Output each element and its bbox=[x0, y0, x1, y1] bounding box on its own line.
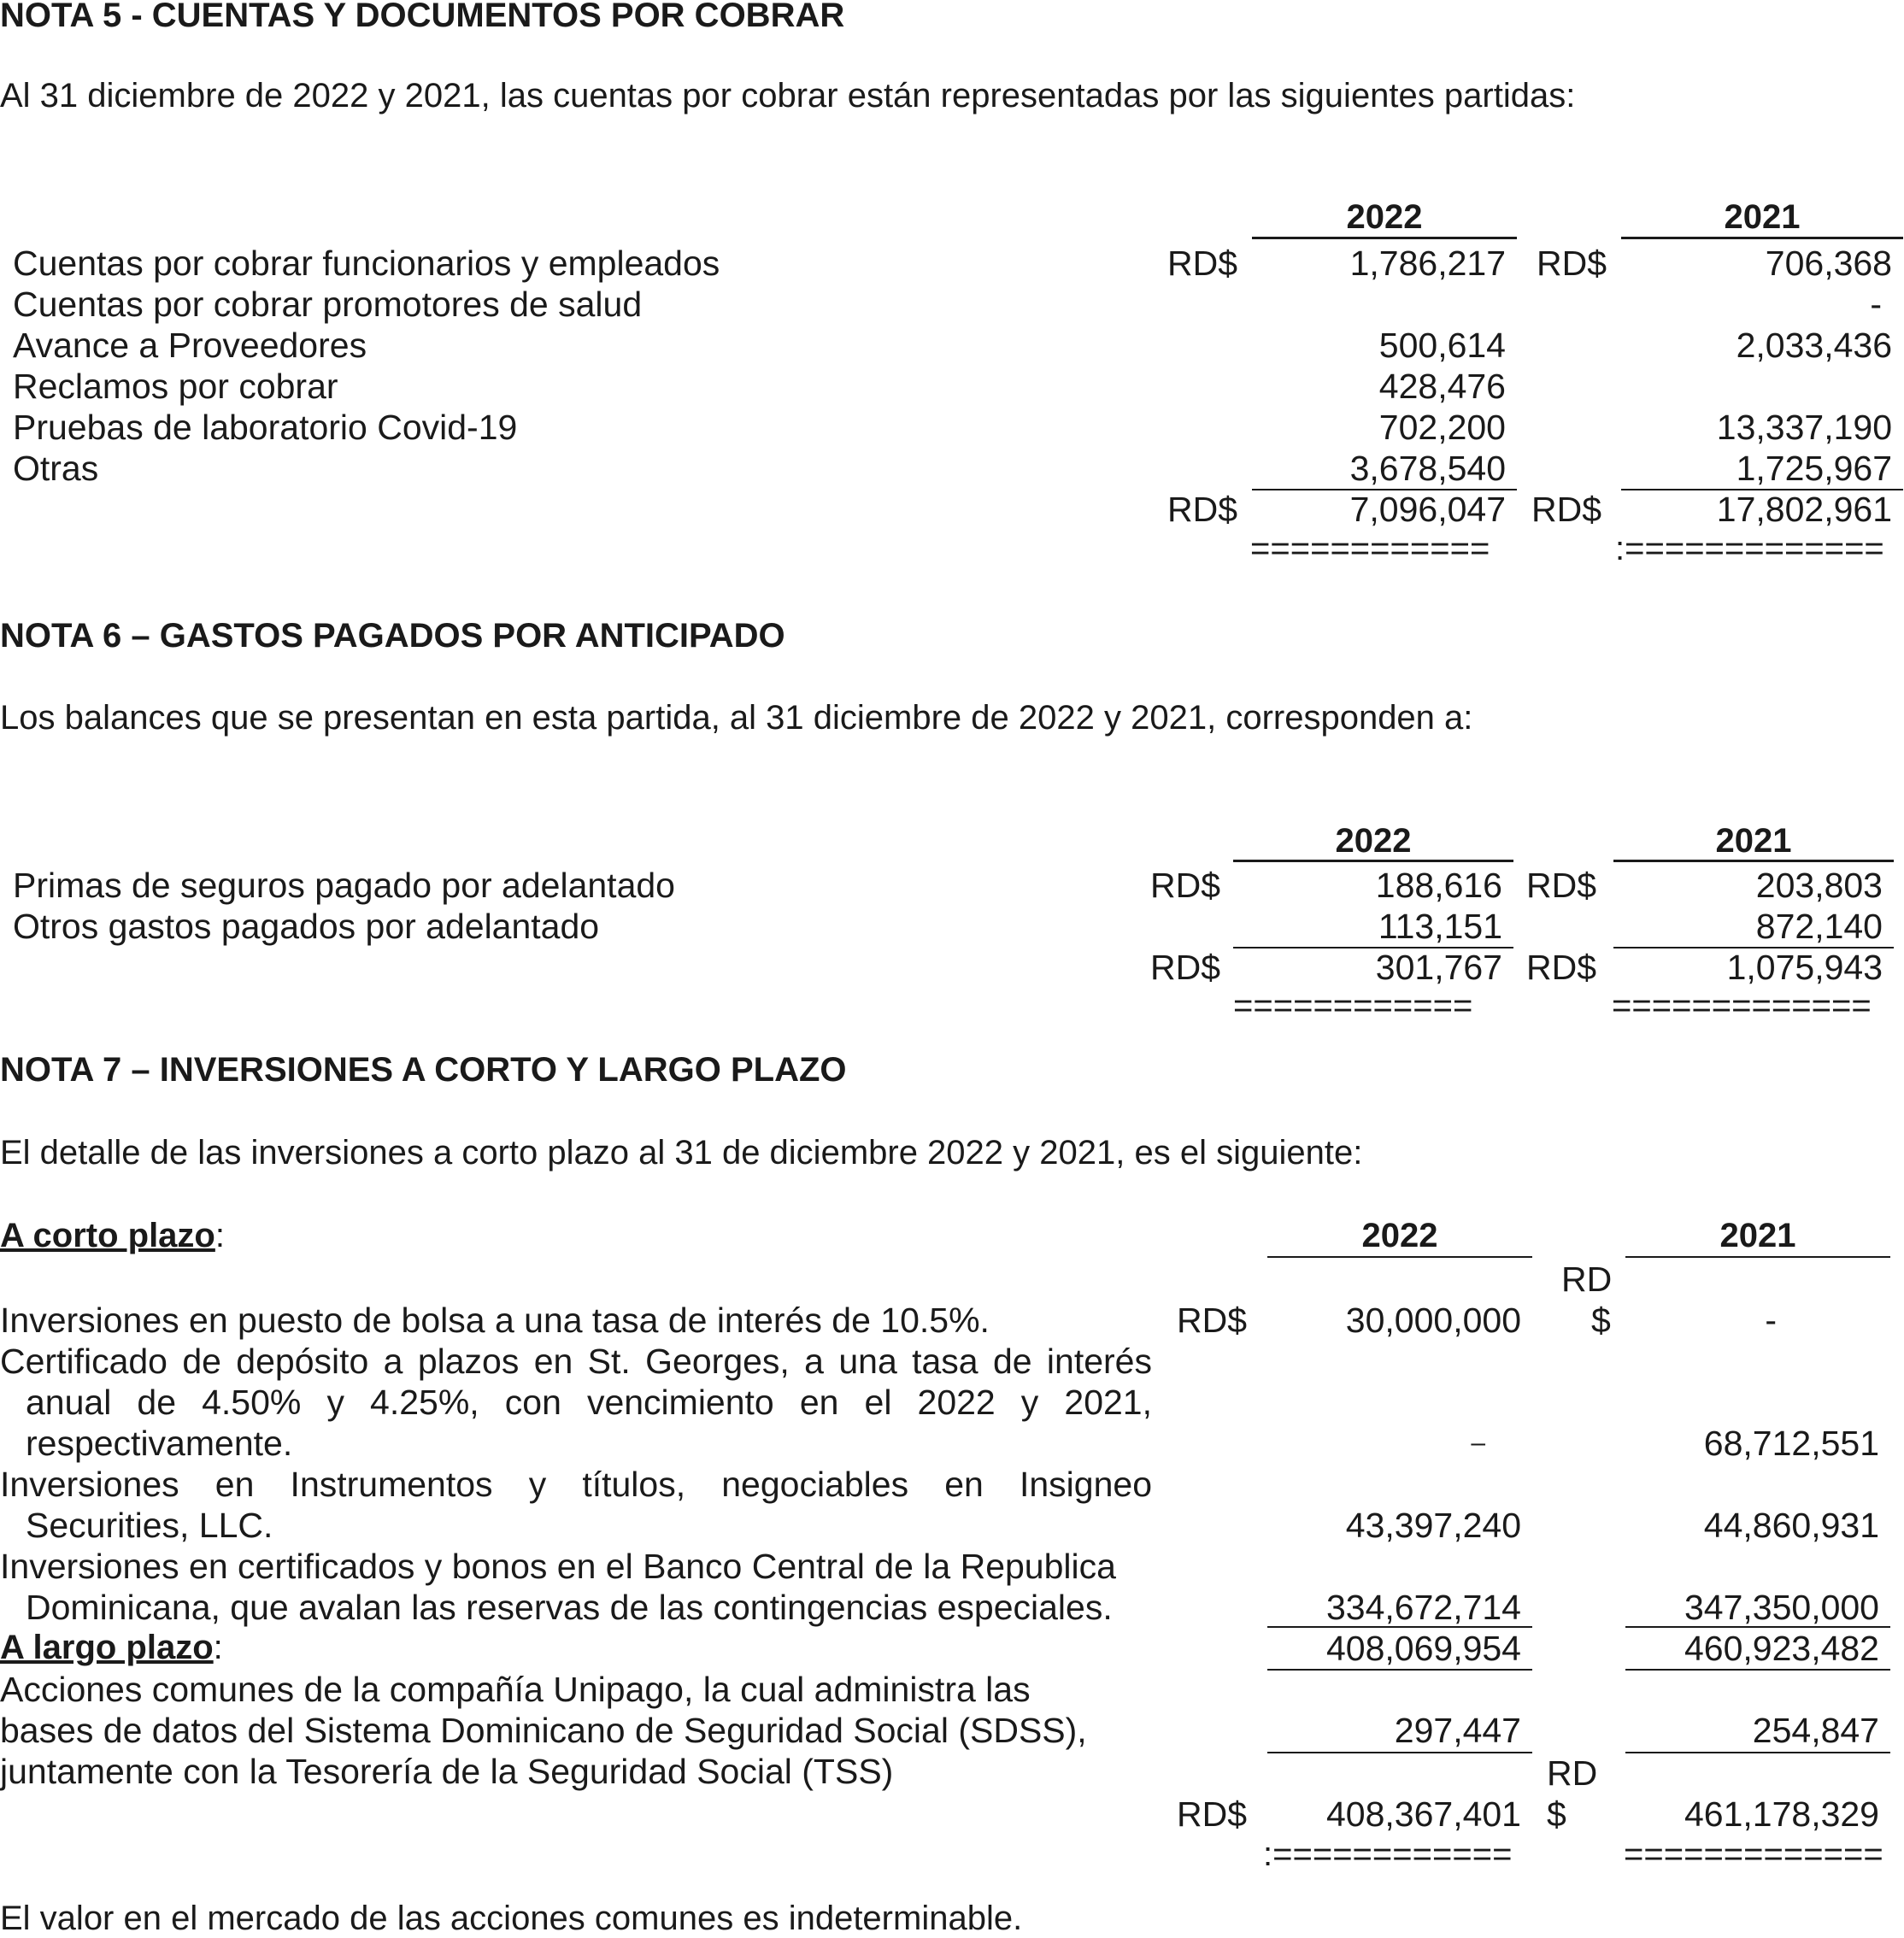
note5-row-value-2021: 13,337,190 bbox=[1716, 408, 1892, 447]
note7-row-label-line: Inversiones en Instrumentos y títulos, negociables en Insigneo bbox=[0, 1465, 1152, 1504]
note5-total-2021: 17,802,961 bbox=[1716, 490, 1892, 529]
note7-subtotal-line-2022 bbox=[1267, 1626, 1532, 1628]
note7-row-value-2021: 44,860,931 bbox=[1703, 1506, 1879, 1545]
note5-row-value-2022: 1,786,217 bbox=[1349, 244, 1506, 283]
note6-row-label: Primas de seguros pagado por adelantado bbox=[13, 866, 675, 905]
note6-total-currency: RD$ bbox=[1150, 948, 1221, 987]
note6-double-rule-2021: ============= bbox=[1612, 987, 1872, 1025]
note7-double-rule-2022: :============ bbox=[1263, 1835, 1513, 1873]
note5-row-label: Cuentas por cobrar funcionarios y empleados bbox=[13, 244, 720, 283]
note7-long-term-heading bbox=[0, 1629, 223, 1667]
note7-row-label-line: Acciones comunes de la compañía Unipago, la cual administra las bbox=[0, 1670, 1031, 1709]
note7-row-value-2021: - bbox=[1765, 1301, 1777, 1340]
note7-total-2022: 408,367,401 bbox=[1325, 1794, 1521, 1834]
note7-currency-split-bottom: $ bbox=[1591, 1301, 1611, 1340]
note7-row-value-2021: 347,350,000 bbox=[1684, 1588, 1879, 1627]
note5-row-value-2021: 706,368 bbox=[1765, 244, 1892, 283]
note7-long-term-label: A largo plazo bbox=[0, 1629, 214, 1666]
note5-row-label: Avance a Proveedores bbox=[13, 326, 367, 365]
note6-currency: RD$ bbox=[1150, 866, 1221, 905]
note7-double-rule-2021: ============= bbox=[1624, 1835, 1883, 1873]
note5-row-label: Otras bbox=[13, 449, 99, 488]
note7-row-value-2022: 334,672,714 bbox=[1325, 1588, 1521, 1627]
note6-total-2022: 301,767 bbox=[1375, 948, 1502, 987]
note7-total-line-2021 bbox=[1625, 1752, 1890, 1753]
note5-year-2021: 2021 bbox=[1724, 198, 1801, 236]
note7-row-label-line: juntamente con la Tesorería de la Seguridad Social (TSS) bbox=[0, 1752, 894, 1791]
note5-row-value-2021: - bbox=[1870, 285, 1882, 324]
note6-total-2021: 1,075,943 bbox=[1726, 948, 1883, 987]
note6-row-value-2021: 203,803 bbox=[1755, 866, 1883, 905]
note6-year-2021: 2021 bbox=[1715, 822, 1792, 860]
note7-year-underline-2022 bbox=[1267, 1256, 1532, 1258]
note5-total-currency: RD$ bbox=[1531, 490, 1602, 529]
note7-row-label-line: Dominicana, que avalan las reservas de las contingencias especiales. bbox=[26, 1588, 1113, 1627]
note5-row-value-2022: 702,200 bbox=[1378, 408, 1506, 447]
note7-row-label-line: anual de 4.50% y 4.25%, con vencimiento en el 2022 y 2021, bbox=[26, 1383, 1152, 1422]
note5-row-label: Pruebas de laboratorio Covid-19 bbox=[13, 408, 518, 447]
note7-colon: : bbox=[213, 1629, 223, 1666]
note7-row-value-2022: 30,000,000 bbox=[1345, 1301, 1521, 1340]
note6-currency: RD$ bbox=[1526, 866, 1597, 905]
note6-row-value-2022: 188,616 bbox=[1375, 866, 1502, 905]
note7-total-2021: 461,178,329 bbox=[1684, 1794, 1879, 1834]
note6-year-2022: 2022 bbox=[1335, 822, 1412, 860]
note5-double-rule-2021: :============= bbox=[1615, 530, 1884, 567]
note5-total-2022: 7,096,047 bbox=[1349, 490, 1506, 529]
note7-year-underline-2021 bbox=[1625, 1256, 1890, 1258]
note6-heading: NOTA 6 – GASTOS PAGADOS POR ANTICIPADO bbox=[0, 617, 785, 655]
note7-subtotal-2022: 408,069,954 bbox=[1325, 1629, 1521, 1668]
note7-row-label-line: respectivamente. bbox=[26, 1424, 293, 1463]
note7-row-label-line: bases de datos del Sistema Dominicano de Seguridad Social (SDSS), bbox=[0, 1711, 1087, 1750]
note7-year-2021: 2021 bbox=[1719, 1217, 1796, 1254]
note5-intro: Al 31 diciembre de 2022 y 2021, las cuentas por cobrar están representadas por las siguientes partidas: bbox=[0, 77, 1576, 115]
note6-row-value-2021: 872,140 bbox=[1755, 907, 1883, 946]
note7-intro: El detalle de las inversiones a corto plazo al 31 de diciembre 2022 y 2021, es el siguiente: bbox=[0, 1134, 1363, 1172]
note7-row-label: Inversiones en puesto de bolsa a una tasa de interés de 10.5%. bbox=[0, 1301, 990, 1340]
note6-row-label: Otros gastos pagados por adelantado bbox=[13, 907, 600, 946]
note5-row-value-2022: 500,614 bbox=[1378, 326, 1506, 365]
note5-row-value-2021: 2,033,436 bbox=[1736, 326, 1892, 365]
note5-heading: NOTA 5 - CUENTAS Y DOCUMENTOS POR COBRAR bbox=[0, 0, 845, 34]
note5-year-underline-2021 bbox=[1621, 237, 1903, 239]
note7-subtotal-2021: 460,923,482 bbox=[1684, 1629, 1879, 1668]
note5-double-rule-2022: ============ bbox=[1250, 530, 1490, 567]
note7-colon: : bbox=[214, 1217, 225, 1254]
note7-row-value-2022: 297,447 bbox=[1394, 1711, 1521, 1750]
note7-subtotal-underline-2021 bbox=[1625, 1669, 1890, 1671]
note7-currency-split-bottom: $ bbox=[1547, 1794, 1566, 1834]
note6-year-underline-2022 bbox=[1233, 860, 1513, 862]
note7-row-value-2022: – bbox=[1471, 1429, 1485, 1457]
note7-total-line-2022 bbox=[1267, 1752, 1532, 1753]
note5-row-label: Reclamos por cobrar bbox=[13, 367, 338, 406]
note6-row-value-2022: 113,151 bbox=[1378, 907, 1502, 946]
note7-subtotal-line-2021 bbox=[1625, 1626, 1890, 1628]
note7-total-currency: RD$ bbox=[1177, 1794, 1248, 1834]
note7-short-term-heading bbox=[0, 1217, 225, 1255]
note7-row-label-line: Certificado de depósito a plazos en St. Georges, a una tasa de interés bbox=[0, 1342, 1152, 1381]
note7-row-label-line: Securities, LLC. bbox=[26, 1506, 273, 1545]
note5-currency: RD$ bbox=[1167, 244, 1238, 283]
note7-year-2022: 2022 bbox=[1361, 1217, 1438, 1254]
note7-subtotal-underline-2022 bbox=[1267, 1669, 1532, 1671]
note5-row-label: Cuentas por cobrar promotores de salud bbox=[13, 285, 643, 324]
note7-heading: NOTA 7 – INVERSIONES A CORTO Y LARGO PLAZO bbox=[0, 1051, 847, 1089]
note7-currency-split-top: RD bbox=[1547, 1753, 1598, 1793]
note7-row-value-2021: 254,847 bbox=[1752, 1711, 1879, 1750]
note6-year-underline-2021 bbox=[1613, 860, 1894, 862]
note6-intro: Los balances que se presentan en esta partida, al 31 diciembre de 2022 y 2021, corresponden a: bbox=[0, 699, 1473, 737]
note5-row-value-2022: 3,678,540 bbox=[1349, 449, 1506, 488]
note7-row-value-2021: 68,712,551 bbox=[1703, 1424, 1879, 1463]
note5-row-value-2022: 428,476 bbox=[1378, 367, 1506, 406]
note5-currency: RD$ bbox=[1537, 244, 1607, 283]
note7-short-term-label: A corto plazo bbox=[0, 1217, 215, 1254]
note5-row-value-2021: 1,725,967 bbox=[1736, 449, 1892, 488]
note7-currency: RD$ bbox=[1177, 1301, 1248, 1340]
note5-total-currency: RD$ bbox=[1167, 490, 1238, 529]
note6-total-currency: RD$ bbox=[1526, 948, 1597, 987]
note7-footer: El valor en el mercado de las acciones comunes es indeterminable. bbox=[0, 1900, 1023, 1937]
note7-currency-split-top: RD bbox=[1561, 1260, 1613, 1299]
note7-row-value-2022: 43,397,240 bbox=[1345, 1506, 1521, 1545]
note7-row-label-line: Inversiones en certificados y bonos en el Banco Central de la Republica bbox=[0, 1547, 1116, 1586]
note5-year-2022: 2022 bbox=[1346, 198, 1423, 236]
note6-double-rule-2022: ============ bbox=[1233, 987, 1473, 1025]
note5-year-underline-2022 bbox=[1252, 237, 1517, 239]
